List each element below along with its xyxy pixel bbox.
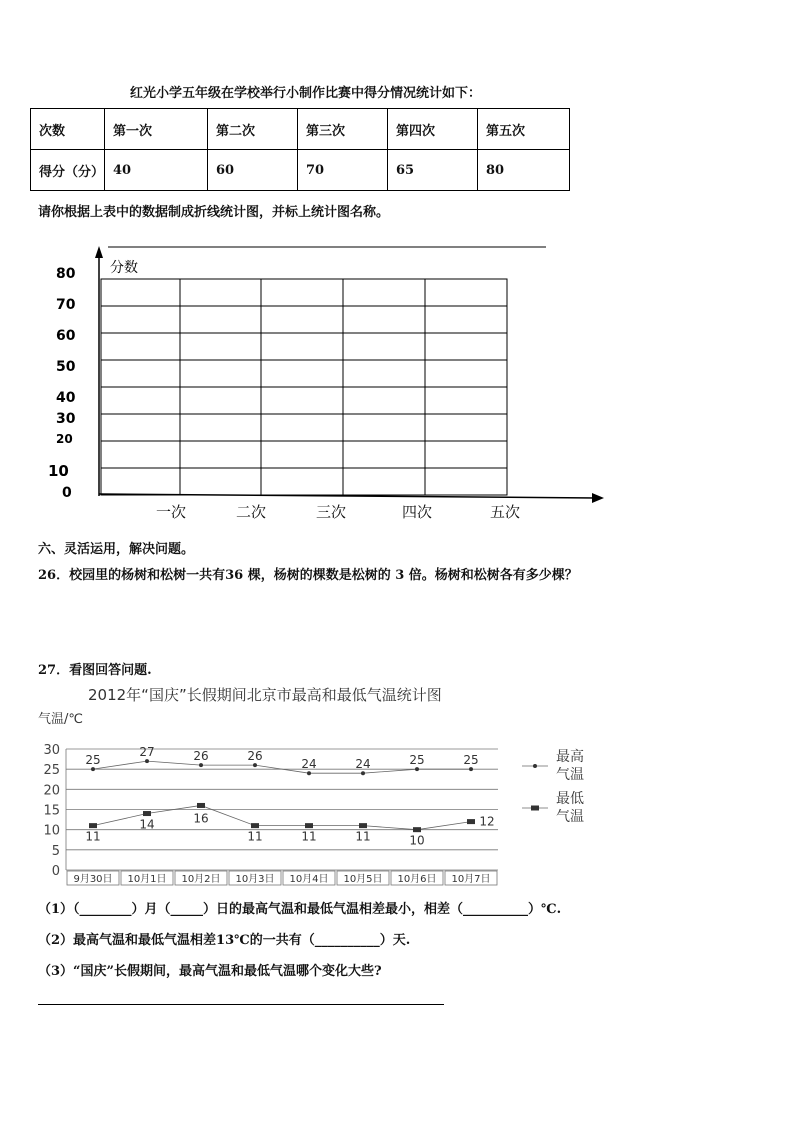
data-label: 24 [301, 757, 317, 772]
table-cell: 次数 [31, 109, 105, 150]
score-table [30, 108, 570, 191]
x-tick-label: 10月7日 [451, 874, 491, 885]
x-tick-label: 10月6日 [397, 874, 437, 885]
x-tick-label: 三次 [316, 503, 347, 521]
data-label: 11 [301, 829, 317, 844]
blank-grid-chart [0, 232, 794, 528]
y-tick-label: 0 [51, 864, 60, 879]
question-27: 27．看图回答问题. [38, 663, 152, 678]
data-label: 12 [479, 814, 495, 829]
data-point [145, 759, 149, 763]
legend [522, 748, 584, 825]
data-point [413, 827, 421, 832]
data-point [305, 823, 313, 828]
question-27-2: （2）最高气温和最低气温相差13℃的一共有（__________）天. [38, 933, 411, 948]
section-heading: 六、灵活运用，解决问题。 [38, 542, 195, 557]
data-label: 11 [247, 829, 263, 844]
y-tick-label: 30 [56, 411, 76, 427]
legend-marker [533, 764, 537, 768]
temperature-chart [0, 706, 794, 886]
y-tick-label: 25 [43, 763, 60, 779]
intro-text: 红光小学五年级在学校举行小制作比赛中得分情况统计如下： [130, 86, 482, 101]
table-cell: 第一次 [105, 109, 208, 150]
y-tick-label: 70 [56, 297, 76, 313]
data-point [307, 771, 311, 775]
x-axis-arrow-icon [592, 493, 604, 503]
x-tick-label: 10月5日 [343, 874, 383, 885]
data-point [361, 771, 365, 775]
y-tick-label: 15 [43, 803, 60, 819]
y-tick-label: 30 [43, 743, 60, 758]
y-tick-label: 80 [56, 266, 76, 282]
y-tick-label: 40 [56, 390, 76, 406]
table-cell: 第四次 [388, 109, 478, 150]
y-axis-arrow-icon [95, 246, 103, 258]
question-27-1: （1）（________）月（_____）日的最高气温和最低气温相差最小，相差（__________）℃. [38, 902, 562, 917]
question-27-3: （3）“国庆”长假期间，最高气温和最低气温哪个变化大些? [38, 964, 382, 979]
legend-label: 气温 [556, 809, 584, 825]
x-tick-label: 一次 [156, 503, 187, 521]
data-point [89, 823, 97, 828]
question-26: 26．校园里的杨树和松树一共有36 棵，杨树的棵数是松树的 3 倍。杨树和松树各有多少棵？ [38, 568, 578, 583]
legend-label: 最高 [556, 749, 584, 765]
x-tick-label: 10月2日 [181, 874, 221, 885]
data-point [251, 823, 259, 828]
x-tick-label: 10月3日 [235, 874, 275, 885]
data-point [415, 767, 419, 771]
chart-grid [66, 749, 498, 870]
data-point [143, 811, 151, 816]
y-tick-label: 20 [56, 432, 73, 446]
table-cell: 40 [105, 150, 208, 191]
x-tick-label: 五次 [490, 503, 521, 521]
data-point [253, 763, 257, 767]
table-cell: 60 [208, 150, 298, 191]
table-cell: 第二次 [208, 109, 298, 150]
y-tick-label: 50 [56, 359, 76, 375]
x-category-boxes [67, 871, 497, 885]
data-point [197, 803, 205, 808]
data-label: 27 [139, 745, 155, 760]
series-layer [85, 745, 494, 848]
instruction-text: 请你根据上表中的数据制成折线统计图，并标上统计图名称。 [38, 205, 390, 220]
x-tick-label: 10月4日 [289, 874, 329, 885]
y-tick-label: 0 [62, 485, 72, 501]
table-cell: 第三次 [298, 109, 388, 150]
data-label: 24 [355, 757, 371, 772]
table-cell: 70 [298, 150, 388, 191]
data-point [199, 763, 203, 767]
y-axis-label: 分数 [110, 260, 138, 276]
data-label: 14 [139, 817, 155, 832]
legend-label: 气温 [556, 767, 584, 783]
x-tick-label: 9月30日 [73, 874, 113, 885]
data-label: 11 [355, 829, 371, 844]
y-tick-label: 5 [51, 843, 60, 859]
table-cell: 得分（分） [31, 150, 105, 191]
table-row [31, 150, 570, 191]
data-point [91, 767, 95, 771]
y-tick-label: 60 [56, 328, 76, 344]
y-tick-label: 10 [43, 823, 60, 839]
x-tick-label: 四次 [402, 503, 433, 521]
data-label: 26 [193, 749, 209, 764]
grid-lines [101, 279, 507, 495]
legend-label: 最低 [556, 791, 584, 807]
chart-title: 2012年“国庆”长假期间北京市最高和最低气温统计图 [88, 686, 442, 704]
data-label: 10 [409, 833, 425, 848]
y-tick-label: 10 [48, 462, 69, 480]
data-label: 26 [247, 749, 263, 764]
answer-line [38, 1004, 444, 1005]
data-label: 25 [409, 753, 425, 768]
y-tick-label: 20 [43, 783, 60, 799]
data-label: 16 [193, 811, 209, 826]
x-tick-label: 10月1日 [127, 874, 167, 885]
x-tick-label: 二次 [236, 503, 267, 521]
table-row [31, 109, 570, 150]
table-cell: 80 [478, 150, 570, 191]
y-axis-label: 气温/℃ [38, 712, 83, 727]
data-point [467, 819, 475, 824]
table-cell: 第五次 [478, 109, 570, 150]
data-point [359, 823, 367, 828]
data-label: 25 [463, 753, 479, 768]
y-ticks [43, 743, 60, 879]
legend-marker [531, 806, 539, 811]
data-point [469, 767, 473, 771]
data-label: 11 [85, 829, 101, 844]
table-cell: 65 [388, 150, 478, 191]
data-label: 25 [85, 753, 101, 768]
